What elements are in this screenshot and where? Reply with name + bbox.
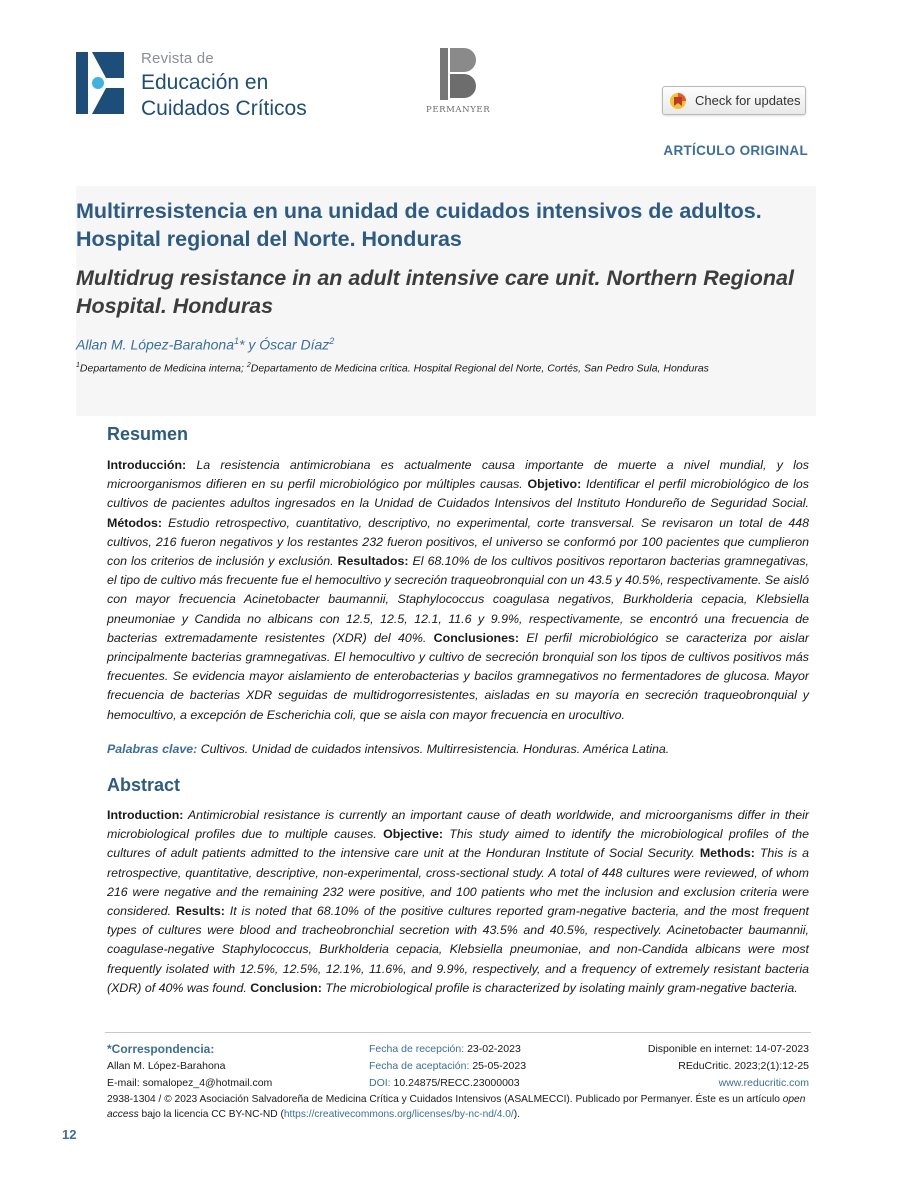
copyright-open-access: open access: [107, 1094, 806, 1120]
affil-2: Departamento de Medicina crítica. Hospital Regional del Norte, Cortés, San Pedro Sula, Honduras: [250, 362, 709, 375]
author-2: Óscar Díaz: [259, 336, 330, 353]
resumen-met: Estudio retrospectivo, cuantitativo, descriptivo, no experimental, corte transversal. Se revisaron un total de 448 cultivos, 216 fueron negativos y los restantes 232 fueron positivos, el universo se conformó por 100 pacientes que cumplieron con los criterios de inclusión y exclusión.: [107, 515, 809, 569]
resumen-con-label: Conclusiones:: [433, 630, 520, 645]
doi-value: 10.24875/RECC.23000003: [390, 1077, 520, 1089]
title-english-line2: Hospital. Honduras: [76, 294, 274, 318]
author-separator: * y: [239, 336, 260, 353]
keywords-text: Cultivos. Unidad de cuidados intensivos. Multirresistencia. Honduras. América Latina.: [197, 742, 670, 756]
accepted-label: Fecha de aceptación:: [369, 1060, 470, 1072]
title-spanish-line2: Hospital regional del Norte. Honduras: [76, 227, 462, 251]
resumen-text: [107, 456, 809, 725]
copyright-notice: [107, 1093, 811, 1122]
resumen-heading: Resumen: [107, 424, 189, 444]
journal-name-line1: Educación en: [141, 71, 269, 94]
publisher-name: PERMANYER: [426, 105, 491, 115]
copyright-text-3: ).: [513, 1108, 520, 1120]
author-2-affil: 2: [329, 336, 335, 346]
abstract-intro-label: Introduction:: [107, 808, 184, 822]
online-date: Disponible en internet: 14-07-2023: [647, 1043, 809, 1055]
resumen-con: El perfil microbiológico se caracteriza por aislar principalmente bacterias gramnegativas. El hemocultivo y cultivo de secreción bronquial son los tipos de cultivos positivos más frecuentes. Se evidencia mayor aislamiento de enterobacterias y bacilos gramnegativos no fermentadores de glucosa. Mayor frecuencia de bacterias XDR seguidas de multidrogorresistentes, aisladas en su mayoría en secreción traqueobronquial y hemocultivo, a excepción de Escherichia coli, que se aisla con mayor frecuencia en urocultivo.: [107, 630, 810, 722]
keywords-label: Palabras clave:: [107, 742, 198, 756]
copyright-text-2: bajo la licencia CC BY-NC-ND (: [138, 1108, 284, 1120]
check-updates-icon: [669, 92, 687, 110]
check-for-updates-button[interactable]: [662, 86, 806, 115]
abstract-text: [107, 806, 809, 998]
journal-name-line2: Cuidados Críticos: [141, 97, 307, 120]
license-link[interactable]: https://creativecommons.org/licenses/by-nc-nd/4.0/: [283, 1108, 514, 1120]
authors: [76, 336, 334, 353]
resumen-obj-label: Objetivo:: [527, 477, 582, 492]
author-1-affil: 1: [234, 336, 240, 346]
publisher-logo-icon: [440, 48, 476, 100]
affil-sup-2: 2: [246, 362, 251, 369]
resumen-intro-label: Introducción:: [107, 458, 187, 472]
journal-name-small: Revista de: [141, 50, 214, 67]
title-english: [76, 264, 816, 320]
check-for-updates-label: Check for updates: [695, 93, 801, 108]
affil-sup-1: 1: [76, 362, 80, 369]
doi-label: DOI:: [369, 1077, 391, 1089]
keywords: [107, 742, 669, 756]
abstract-met: This is a retrospective, quantitative, descriptive, non-experimental, cross-sectional study. A total of 448 cultures were reviewed, of whom 216 were negative and the remaining 232 were positive, and 100 patients who met the inclusion and exclusion criteria were considered.: [107, 846, 810, 919]
abstract-heading: Abstract: [107, 775, 181, 795]
received-date: [369, 1041, 521, 1058]
abstract-con: The microbiological profile is characterized by isolating mainly gram-negative bacteria.: [321, 980, 798, 995]
correspondence-email[interactable]: E-mail: somalopez_4@hotmail.com: [107, 1077, 273, 1089]
affil-1: Departamento de Medicina interna;: [79, 362, 247, 375]
resumen-intro: La resistencia antimicrobiana es actualmente causa importante de muerte a nivel mundial, y los microorganismos difieren en su perfil microbiológico por múltiples causas.: [107, 458, 809, 492]
title-spanish: [76, 197, 816, 253]
resumen-obj: Identificar el perfil microbiológico de los cultivos de pacientes adultos ingresados en la Unidad de Cuidados Intensivos del Instituto Hondureño de Seguridad Social.: [107, 477, 809, 511]
journal-logo-icon: [76, 52, 124, 114]
title-spanish-line1: Multirresistencia en una unidad de cuidados intensivos de adultos.: [76, 199, 762, 223]
copyright-text-1: 2938-1304 / © 2023 Asociación Salvadoreña de Medicina Crítica y Cuidados Intensivos (ASALMECCI). Publicado por Permanyer. Éste es un artículo: [107, 1094, 783, 1105]
resumen-met-label: Métodos:: [107, 515, 163, 530]
abstract-obj: This study aimed to identify the microbiological profiles of the cultures of adult patients admitted to the intensive care unit at the Honduran Institute of Social Security.: [107, 827, 809, 861]
abstract-res: It is noted that 68.10% of the positive cultures reported gram-negative bacteria, and the most frequent types of cultures were blood and tracheobronchial secretion with 43.5% and 40.5%, respectively. Acinetobacter baumannii, coagulase-negative Staphylococcus, Burkholderia cepacia, Klebsiella pneumoniae, and non-Candida albicans were most frequently isolated with 12.5%, 12.5%, 12.1%, 11.6%, and 9.9%, respectively, and a frequency of extremely resistant bacteria (XDR) of 40% was found.: [107, 904, 809, 995]
author-1: Allan M. López-Barahona: [76, 336, 234, 353]
resumen-res: El 68.10% de los cultivos positivos reportaron bacterias gramnegativas, el tipo de cultivo más frecuente fue el hemocultivo y secreción traqueobronquial con un 43.5 y 40.5%, respectivamente. Se aisló con mayor frecuencia Acinetobacter baumannii, Staphylococcus coagulasa negativos, Burkholderia cepacia, Klebsiella pneumoniae y Candida no albicans con 12.5, 12.5, 12.1, 11.6 y 9.9%, respectivamente, se encontró una frecuencia de bacterias extremadamente resistentes (XDR) del 40%.: [107, 554, 810, 645]
citation: REduCritic. 2023;2(1):12-25: [678, 1060, 809, 1072]
received-value: 23-02-2023: [464, 1043, 521, 1055]
website-link-text: www.reducritic.com: [718, 1077, 809, 1089]
abstract-intro: Antimicrobial resistance is currently an important cause of death worldwide, and microorganisms differ in their microbiological profiles due to multiple causes.: [107, 808, 809, 842]
accepted-date: [369, 1058, 526, 1075]
website-link[interactable]: [719, 1075, 809, 1092]
resumen-res-label: Resultados:: [337, 554, 409, 569]
abstract-con-label: Conclusion:: [250, 980, 322, 995]
footer-divider: [105, 1032, 811, 1033]
abstract-met-label: Methods:: [699, 846, 755, 861]
page-number: 12: [62, 1127, 77, 1142]
doi[interactable]: [369, 1075, 520, 1092]
correspondence-label: *Correspondencia:: [107, 1042, 215, 1056]
article-type-label: ARTÍCULO ORIGINAL: [663, 143, 808, 158]
abstract-res-label: Results:: [175, 904, 225, 919]
received-label: Fecha de recepción:: [369, 1043, 465, 1055]
abstract-obj-label: Objective:: [383, 827, 443, 842]
journal-name: [141, 70, 307, 122]
correspondence-name: Allan M. López-Barahona: [107, 1060, 226, 1072]
title-english-line1: Multidrug resistance in an adult intensive care unit. Northern Regional: [76, 266, 794, 290]
affiliations: [76, 362, 709, 375]
accepted-value: 25-05-2023: [469, 1060, 527, 1072]
